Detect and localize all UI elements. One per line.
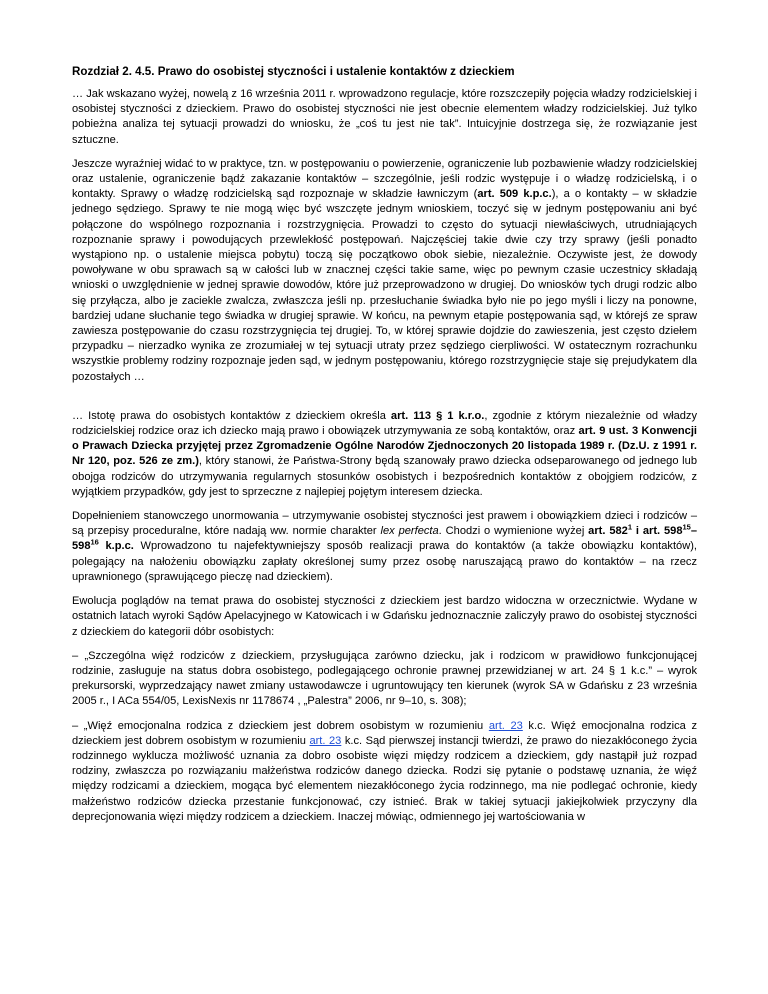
citation-bold: art. 9 ust. 3 Konwencji o Prawach Dziecka przyjętej przez Zgromadzenie Ogólne Narodów Zjednoczonych 20 listopada 1989 r. (Dz.U. z 1991 r. Nr 120, poz. 526 ze zm.) <box>72 425 697 468</box>
citation-bold: art. $582^1$ i art. $598^{15}-598^{16}$ k.p.c. <box>72 522 698 553</box>
article-23-link[interactable]: art. 23 <box>309 734 342 747</box>
paragraph-2: Jeszcze wyraźniej widać to w praktyce, tzn. w postępowaniu o powierzenie, ograniczenie lub pozbawienie władzy rodzicielskiej oraz ustalenie, ograniczenie bądź zakazanie kontaktów – szczególnie, jeśli rodzic występuje i o władzę rodzicielską, i o kontakty. Sprawy o władzę rodzicielską sąd rozpoznaje w składzie ławniczym (art. 509 k.p.c.), a o kontakty – w składzie jednego sędziego. Sprawy te nie mogą więc być wszczęte jednym wnioskiem, toczyć się w jednym postępowaniu ani być połączone do wspólnego rozpoznania i rozstrzygnięcia. Prowadzi to często do sytuacji niewłaściwych, utrudniających rozpoznanie sprawy i powodujących przewlekłość postępowań. Najczęściej takie dwie czy trzy sprawy (jeśli ponadto wystąpiono np. o ustalenie miejsca pobytu) toczą się początkowo obok siebie, niezależnie. Oczywiste jest, że dowody powoływane w obu sprawach są w całości lub w znacznej części takie same, więc po pewnym czasie uczestnicy składają wnioski o uwzględnienie w jednej sprawie dowodów, które już przeprowadzono w drugiej. Do wniosków tych drugi rodzic albo się przyłącza, albo je zaciekle zwalcza, zwłaszcza jeśli np. przesłuchanie świadka było nie po jego myśli i liczy na ponowne, bardziej udane słuchanie tego świadka w drugiej sprawie. W końcu, na pewnym etapie postępowania sąd, w którejś ze spraw zawiesza postępowanie do czasu rozstrzygnięcia tej drugiej. To, w której sprawie dojdzie do zawieszenia, jest często dziełem przypadku – nierzadko wynika ze zrozumiałej w tej sytuacji utraty przez sędziego cierpliwości. W ostatecznym rozrachunku wszystkie problemy rodziny rozpoznaje jeden sąd, w jednym postępowaniu, którego rozstrzygnięcie staje się prejudykatem dla pozostałych … <box>72 157 697 383</box>
paragraph-4: Dopełnieniem stanowczego unormowania – utrzymywanie osobistej styczności jest prawem i obowiązkiem dzieci i rodziców – są przepisy proceduralne, które nadają ww. normie charakter lex perfecta. Chodzi o wymienione wyżej art. $582^1$ i art. $598^{15}-598^{16}$ k.p.c. Wprowadzono tu najefektywniejszy sposób realizacji prawa do kontaktów (a także obowiązku kontaktów), polegający na nałożeniu obowiązku zapłaty określonej sumy przez osobę naruszającą prawo do kontaktów – na rzecz uprawnionego (sprawującego pieczę nad dzieckiem). <box>72 510 698 583</box>
paragraph-6: – „Szczególna więź rodziców z dzieckiem, przysługująca zarówno dziecku, jak i rodzicom w prawidłowo funkcjonującej rodzinie, zasługuje na status dobra osobistego, podlegającego ochronie prawnej przewidzianej w art. 24 § 1 k.c.” – wyrok prekursorski, wyprzedzający nawet zmiany ustawodawcze i ugruntowujący ten kierunek (wyrok SA w Gdańsku z 23 września 2005 r., I ACa 554/05, LexisNexis nr 1178674 , „Palestra” 2006, nr 9–10, s. 308); <box>72 649 697 708</box>
italic-term: lex perfecta <box>380 525 439 538</box>
paragraph-1: … Jak wskazano wyżej, nowelą z 16 września 2011 r. wprowadzono regulacje, które rozszczepiły pojęcia władzy rodzicielskiej i osobistej styczności z dzieckiem. Prawo do osobistej styczności nie jest obecnie elementem władzy rodzicielskiej. Już tylko pobieżna analiza tej sytuacji prowadzi do wniosku, że „coś tu jest nie tak”. Intuicyjnie dostrzega się, że rozwiązanie jest sztuczne. <box>72 88 697 146</box>
paragraph-3: … Istotę prawa do osobistych kontaktów z dzieckiem określa art. 113 § 1 k.r.o., zgodnie z którym niezależnie od władzy rodzicielskiej rodzice oraz ich dziecko mają prawo i obowiązek utrzymywania ze sobą kontaktów, oraz art. 9 ust. 3 Konwencji o Prawach Dziecka przyjętej przez Zgromadzenie Ogólne Narodów Zjednoczonych 20 listopada 1989 r. (Dz.U. z 1991 r. Nr 120, poz. 526 ze zm.), który stanowi, że Państwa-Strony będą szanowały prawo dziecka odseparowanego od jednego lub obojga rodziców do utrzymywania regularnych stosunków osobistych i bezpośrednich kontaktów z obojgiem rodziców, z wyjątkiem przypadków, gdy jest to sprzeczne z najlepiej pojętym interesem dziecka. <box>72 409 698 498</box>
document-page <box>72 64 697 834</box>
section-heading: Rozdział 2. 4.5. Prawo do osobistej styczności i ustalenie kontaktów z dzieckiem <box>72 65 515 78</box>
paragraph-7: – „Więź emocjonalna rodzica z dzieckiem jest dobrem osobistym w rozumieniu art. 23 k.c. Więź emocjonalna rodzica z dzieckiem jest dobrem osobistym w rozumieniu art. 23 k.c. Sąd pierwszej instancji twierdzi, że prawo do niezakłóconego życia rodzinnego wyklucza możliwość uznania za dobro osobiste więzi między rodzicem a dzieckiem, gdy nastąpił już rozpad rodziny, zwłaszcza po rozwiązaniu małżeństwa rodziców danego dziecka. Rodzi się pytanie o podstawę uznania, że więź między rodzicami a dzieckiem, mogąca być elementem niezakłóconego życia rodzinnego, ma nie podlegać ochronie, kiedy małżeństwo rodziców dziecka przestanie funkcjonować, czy istnieć. Brak w takiej sytuacji jakiejkolwiek przyczyny dla deprecjonowania więzi między rodzicem a dzieckiem. Inaczej mówiąc, odmiennego jej wartościowania w <box>72 719 697 823</box>
citation-bold: art. 113 § 1 k.r.o. <box>390 409 485 422</box>
paragraph-5: Ewolucja poglądów na temat prawa do osobistej styczności z dzieckiem jest bardzo widoczna w orzecznictwie. Wydane w ostatnich latach wyroki Sądów Apelacyjnego w Katowicach i w Gdańsku jednoznacznie zaliczyły prawo do osobistej styczności z dzieckiem do kategorii dóbr osobistych: <box>72 595 697 638</box>
article-23-link[interactable]: art. 23 <box>488 719 523 732</box>
citation-bold: art. 509 k.p.c. <box>477 188 552 201</box>
